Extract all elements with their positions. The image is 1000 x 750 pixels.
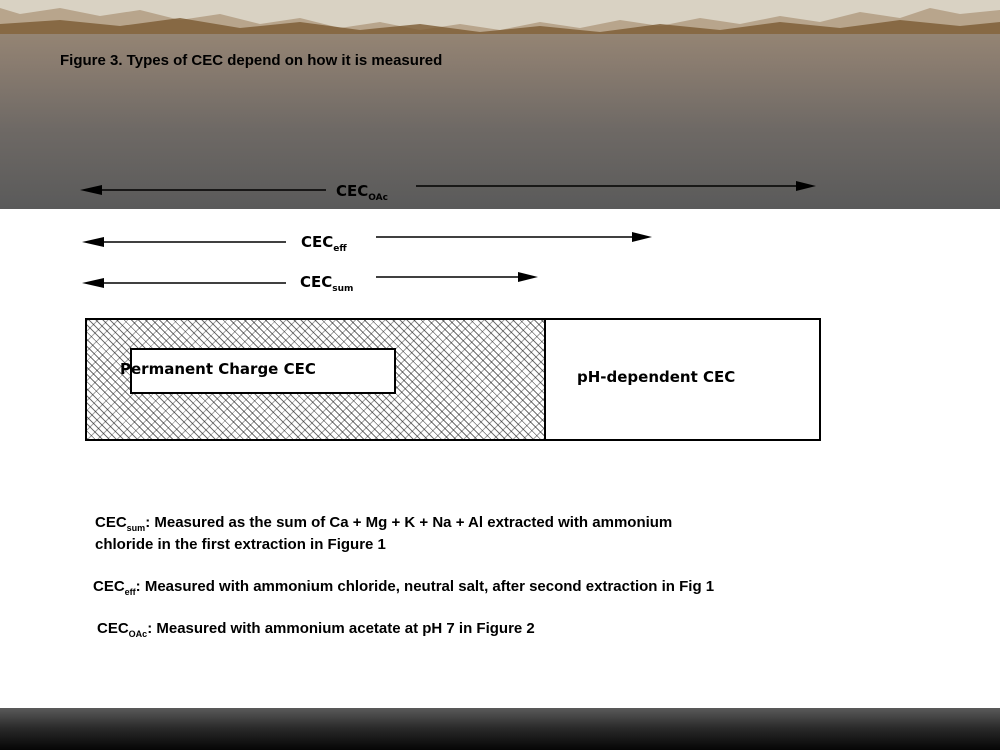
arrow-label-cec-sum: $CEC_{sum}$ — [300, 273, 354, 294]
definition-cec-sum: $CEC_{sum}$: Measured as the sum of Ca + Mg + K + Na + Al extracted with ammonium chloride in the first extraction in Figure 1 — [95, 514, 673, 553]
ph-dependent-label: pH-dependent CEC — [577, 368, 736, 386]
definition-cec-oac: $CEC_{OAc}$: Measured with ammonium acetate at pH 7 in Figure 2 — [97, 620, 535, 639]
permanent-charge-label: Permanent Charge CEC — [120, 360, 316, 378]
arrow-cec-eff — [82, 232, 652, 247]
definition-cec-eff: $CEC_{eff}$: Measured with ammonium chloride, neutral salt, after second extraction in Fig 1 — [93, 578, 715, 597]
arrow-label-cec-oac: $CEC_{OAc}$ — [336, 182, 388, 203]
arrow-cec-oac — [80, 181, 816, 195]
figure-title: Figure 3. Types of CEC depend on how it is measured — [60, 52, 443, 69]
arrow-label-cec-eff: $CEC_{eff}$ — [301, 233, 347, 254]
